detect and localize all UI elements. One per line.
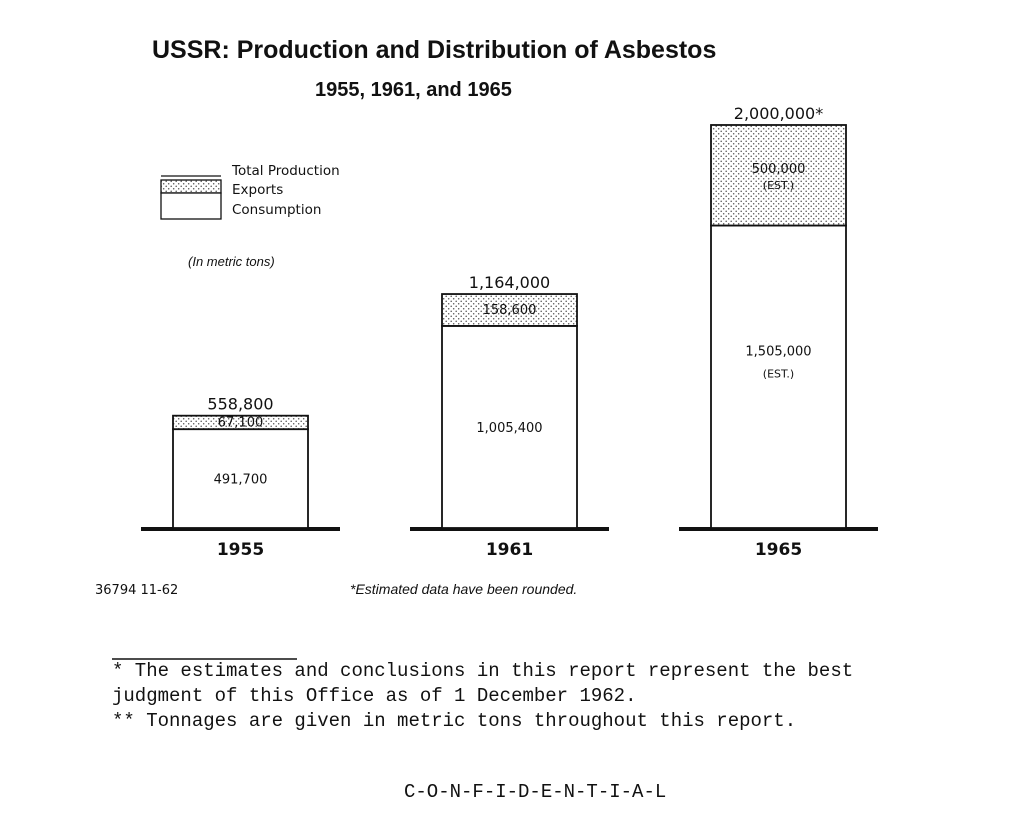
units-note: (In metric tons) bbox=[188, 254, 275, 269]
total-label-1955: 558,800 bbox=[207, 394, 274, 414]
legend-total-production: Total Production bbox=[232, 163, 340, 179]
legend-exports: Exports bbox=[232, 182, 284, 198]
legend-swatch-exports bbox=[161, 180, 221, 193]
total-label-1965: 2,000,000* bbox=[733, 103, 824, 123]
estimate-note: *Estimated data have been rounded. bbox=[350, 581, 578, 597]
exports-sublabel-1965: (EST.) bbox=[762, 179, 795, 193]
report-code: 36794 11-62 bbox=[95, 583, 179, 598]
total-label-1961: 1,164,000 bbox=[468, 273, 551, 293]
consumption-label-1955: 491,700 bbox=[213, 472, 268, 488]
exports-label-1955: 67,100 bbox=[217, 415, 264, 431]
exports-label-1961: 158,600 bbox=[482, 302, 537, 318]
footnote-3: ** Tonnages are given in metric tons throughout this report. bbox=[112, 710, 797, 732]
legend bbox=[161, 163, 340, 219]
footnote-1: * The estimates and conclusions in this report represent the best bbox=[112, 660, 854, 682]
category-label-1965: 1965 bbox=[754, 540, 803, 560]
legend-consumption: Consumption bbox=[232, 202, 322, 218]
classification-marking: C-O-N-F-I-D-E-N-T-I-A-L bbox=[404, 781, 667, 803]
consumption-sublabel-1965: (EST.) bbox=[762, 367, 795, 381]
consumption-label-1961: 1,005,400 bbox=[476, 420, 543, 436]
chart-subtitle: 1955, 1961, and 1965 bbox=[315, 79, 512, 101]
footnote-2: judgment of this Office as of 1 December 1962. bbox=[112, 685, 637, 707]
legend-swatch-consumption bbox=[161, 193, 221, 219]
category-label-1955: 1955 bbox=[216, 540, 265, 560]
consumption-label-1965: 1,505,000 bbox=[745, 344, 812, 360]
chart-title: USSR: Production and Distribution of Asbestos bbox=[152, 36, 717, 64]
category-label-1961: 1961 bbox=[485, 540, 534, 560]
exports-label-1965: 500,000 bbox=[751, 162, 806, 178]
